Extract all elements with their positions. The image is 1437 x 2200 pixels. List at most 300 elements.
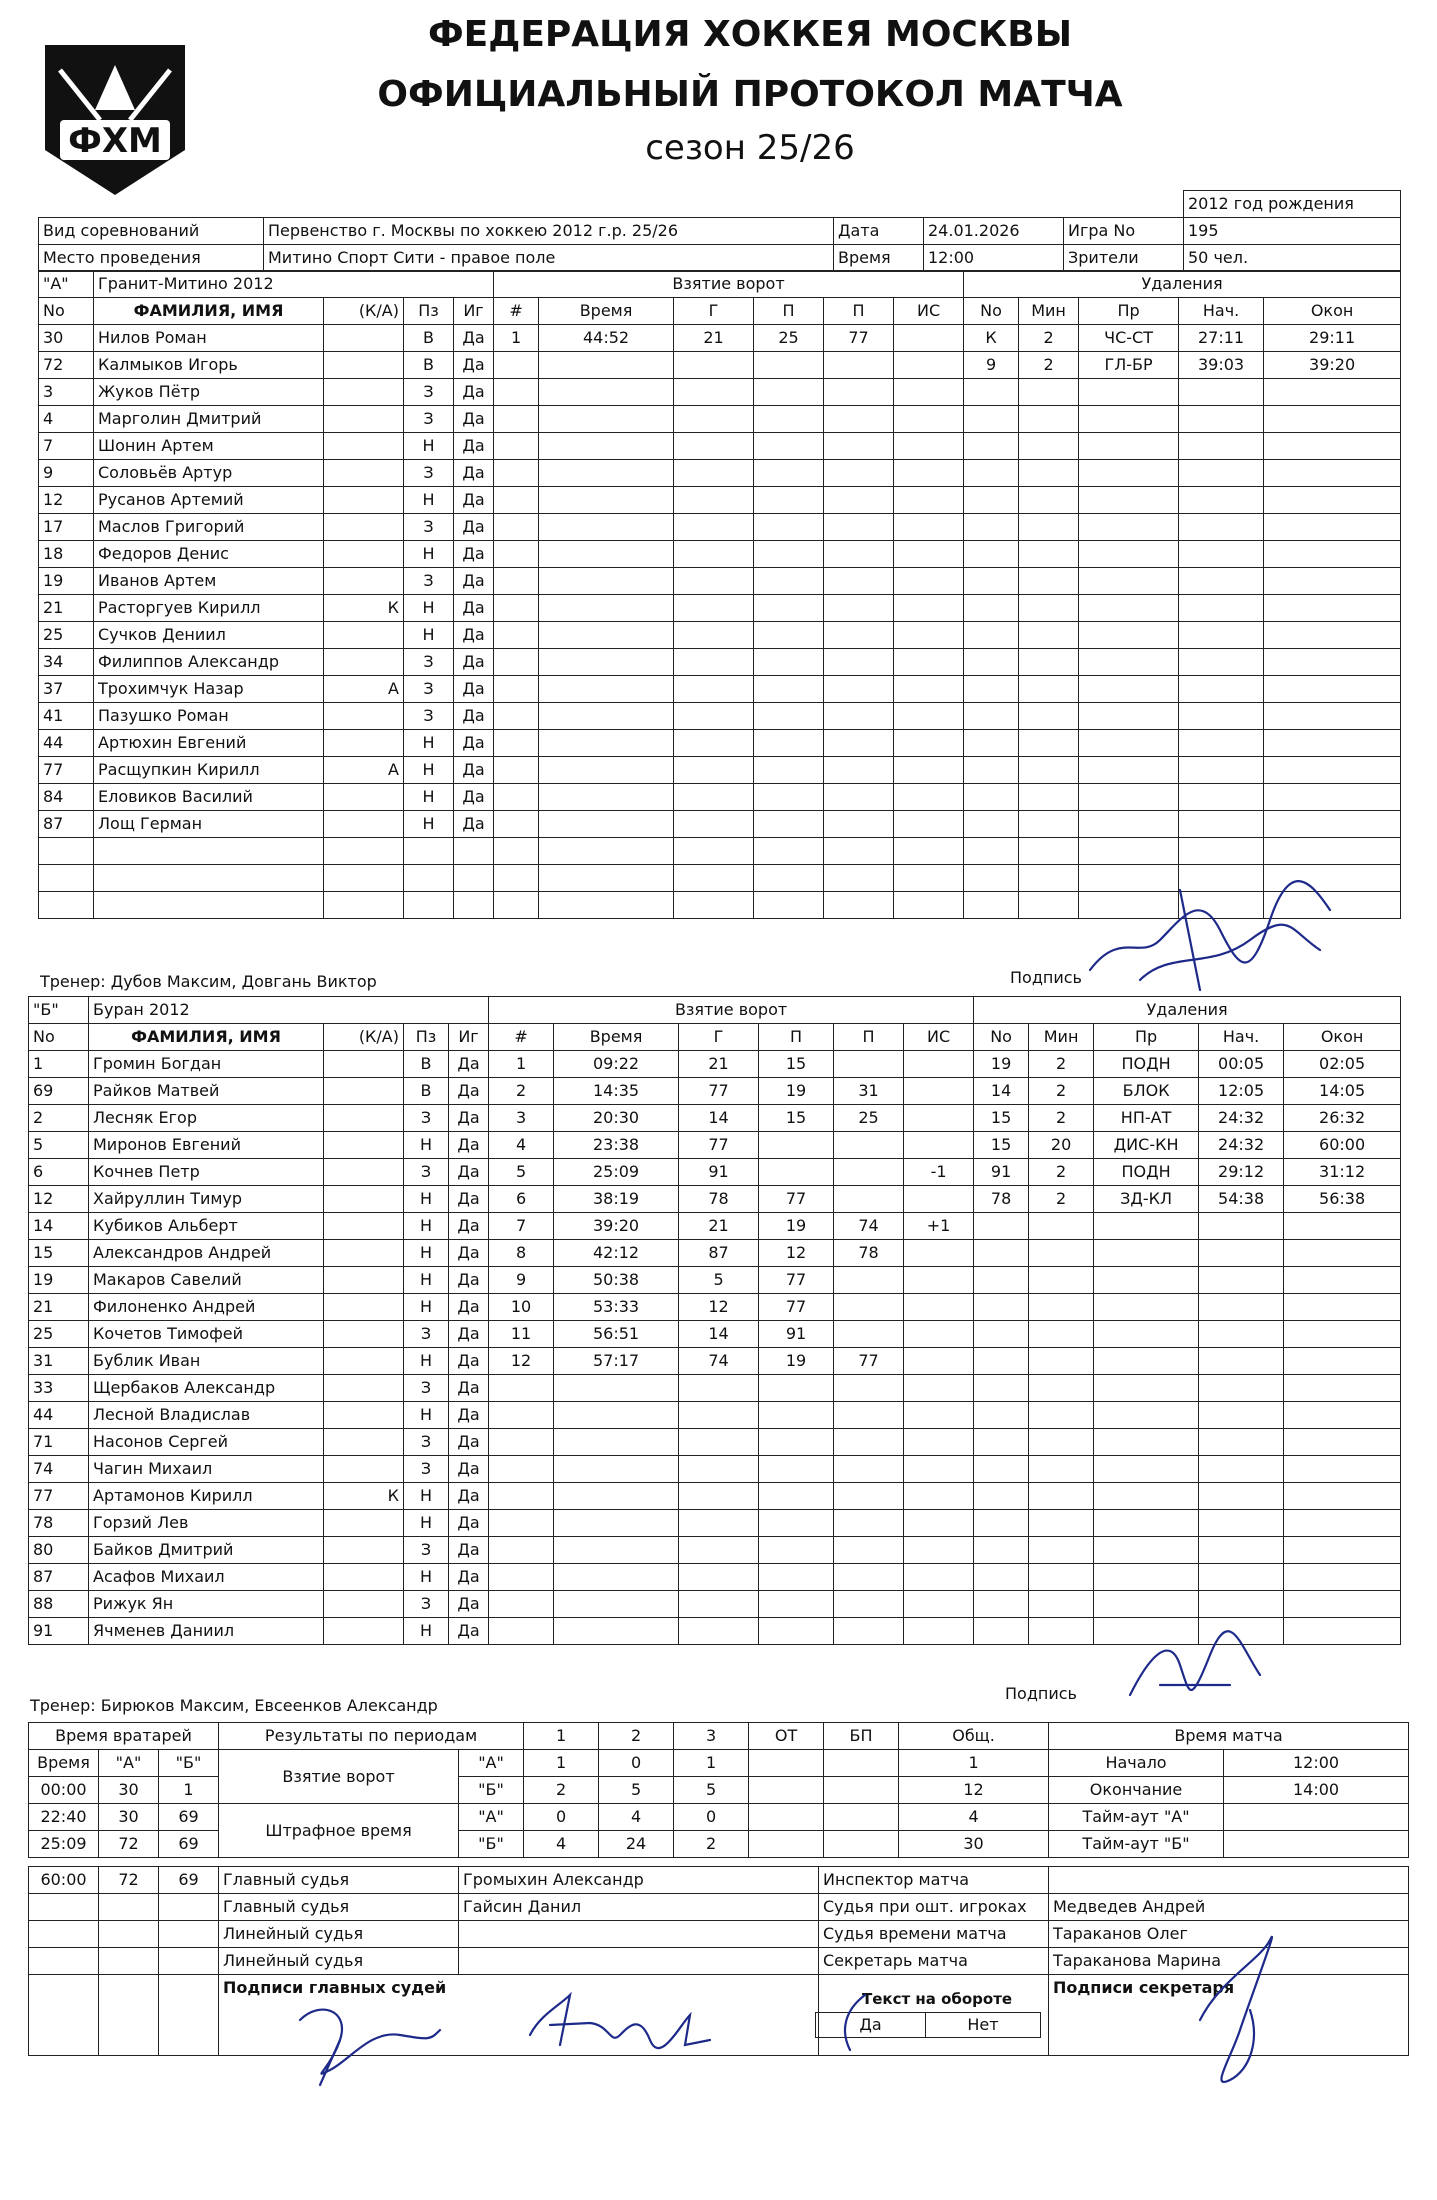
player-role	[324, 811, 404, 838]
goal-time	[554, 1429, 679, 1456]
col-pen-no: No	[974, 1024, 1029, 1051]
player-role	[324, 1402, 404, 1429]
col-pen-end: Окон	[1264, 298, 1401, 325]
player-number: 34	[39, 649, 94, 676]
goal-situation	[894, 487, 964, 514]
col-goal-is: ИС	[894, 298, 964, 325]
goal-scorer: 12	[679, 1294, 759, 1321]
goal-scorer	[674, 892, 754, 919]
penalty-start	[1179, 757, 1264, 784]
penalty-end	[1284, 1240, 1401, 1267]
player-row	[29, 1375, 1401, 1402]
penalty-start	[1179, 784, 1264, 811]
player-number: 19	[29, 1267, 89, 1294]
player-row	[29, 1537, 1401, 1564]
goal-assist-2	[824, 487, 894, 514]
penalty-end	[1264, 541, 1401, 568]
player-position: З	[404, 1537, 449, 1564]
penalty-reason	[1079, 460, 1179, 487]
goal-scorer: 14	[679, 1105, 759, 1132]
penalty-minutes: 2	[1029, 1186, 1094, 1213]
goal-number: 6	[489, 1186, 554, 1213]
player-number: 1	[29, 1051, 89, 1078]
goal-time	[539, 703, 674, 730]
goal-assist-2	[824, 784, 894, 811]
player-played: Да	[454, 784, 494, 811]
player-number: 84	[39, 784, 94, 811]
player-position: З	[404, 649, 454, 676]
penalty-end	[1264, 487, 1401, 514]
player-position: Н	[404, 1348, 449, 1375]
goal-situation	[904, 1618, 974, 1645]
end-value: 14:00	[1224, 1777, 1409, 1804]
goal-time	[539, 379, 674, 406]
penalty-reason	[1094, 1510, 1199, 1537]
goal-assist-2	[834, 1510, 904, 1537]
pim-b-total: 30	[899, 1831, 1049, 1858]
reverse-text-mark	[835, 1990, 875, 2060]
team-b-signature-label: Подпись	[1005, 1684, 1077, 1703]
goal-assist-1	[759, 1402, 834, 1429]
penalty-box-label: Судья при ошт. игроках	[819, 1894, 1049, 1921]
goal-assist-1	[754, 649, 824, 676]
penalty-minutes	[1029, 1402, 1094, 1429]
penalty-player: 19	[974, 1051, 1029, 1078]
goal-time	[539, 865, 674, 892]
player-number: 91	[29, 1618, 89, 1645]
col-pen-pr: Пр	[1079, 298, 1179, 325]
penalty-end	[1284, 1294, 1401, 1321]
period-col-3: 3	[674, 1723, 749, 1750]
player-name: Иванов Артем	[94, 568, 324, 595]
penalty-end	[1264, 379, 1401, 406]
goal-time	[539, 649, 674, 676]
goalie-row-time: 60:00	[29, 1867, 99, 1894]
goal-assist-1	[754, 541, 824, 568]
line-ref-label: Линейный судья	[219, 1921, 459, 1948]
penalty-start	[1179, 433, 1264, 460]
player-row	[39, 811, 1401, 838]
goal-assist-2	[834, 1564, 904, 1591]
goal-situation	[894, 811, 964, 838]
player-position: Н	[404, 595, 454, 622]
goal-scorer: 77	[679, 1078, 759, 1105]
penalty-reason	[1079, 622, 1179, 649]
player-number: 21	[39, 595, 94, 622]
goal-assist-2	[824, 352, 894, 379]
goal-scorer	[679, 1456, 759, 1483]
col-pen-min: Мин	[1029, 1024, 1094, 1051]
goalie-a-col: "А"	[99, 1750, 159, 1777]
line-ref-1	[459, 1921, 819, 1948]
goal-number	[494, 487, 539, 514]
player-name: Бублик Иван	[89, 1348, 324, 1375]
goal-number	[489, 1510, 554, 1537]
player-number: 14	[29, 1213, 89, 1240]
penalty-end	[1264, 649, 1401, 676]
penalty-start	[1199, 1294, 1284, 1321]
goal-scorer: 74	[679, 1348, 759, 1375]
goalie-row-a: 30	[99, 1804, 159, 1831]
player-row	[29, 1429, 1401, 1456]
col-goal-num: #	[489, 1024, 554, 1051]
goal-situation	[894, 757, 964, 784]
player-name: Трохимчук Назар	[94, 676, 324, 703]
player-position: В	[404, 1078, 449, 1105]
goal-number	[494, 784, 539, 811]
penalty-player: 9	[964, 352, 1019, 379]
penalty-player	[974, 1375, 1029, 1402]
goalie-row-b: 69	[159, 1804, 219, 1831]
player-position: Н	[404, 433, 454, 460]
player-name: Райков Матвей	[89, 1078, 324, 1105]
goal-assist-2	[824, 622, 894, 649]
goal-number	[489, 1402, 554, 1429]
penalty-minutes	[1029, 1537, 1094, 1564]
reverse-yes[interactable]: Да	[816, 2013, 926, 2038]
player-played: Да	[454, 622, 494, 649]
penalty-minutes	[1019, 730, 1079, 757]
player-name: Шонин Артем	[94, 433, 324, 460]
goal-number: 3	[489, 1105, 554, 1132]
goal-time: 20:30	[554, 1105, 679, 1132]
col-pen-end: Окон	[1284, 1024, 1401, 1051]
goal-time	[539, 838, 674, 865]
goals-b-tag: "Б"	[459, 1777, 524, 1804]
penalty-end	[1284, 1267, 1401, 1294]
player-played: Да	[454, 595, 494, 622]
penalty-reason	[1094, 1591, 1199, 1618]
spectators-value: 50 чел.	[1184, 245, 1401, 272]
player-position: Н	[404, 730, 454, 757]
player-role	[324, 1591, 404, 1618]
goal-assist-1: 19	[759, 1348, 834, 1375]
main-ref-2: Гайсин Данил	[459, 1894, 819, 1921]
col-name: ФАМИЛИЯ, ИМЯ	[89, 1024, 324, 1051]
player-name: Артамонов Кирилл	[89, 1483, 324, 1510]
player-number: 37	[39, 676, 94, 703]
penalty-player	[964, 541, 1019, 568]
goal-time: 53:33	[554, 1294, 679, 1321]
player-role	[324, 1078, 404, 1105]
goal-assist-1: 77	[759, 1186, 834, 1213]
penalty-minutes: 2	[1029, 1105, 1094, 1132]
goal-scorer: 78	[679, 1186, 759, 1213]
penalty-minutes	[1029, 1456, 1094, 1483]
penalty-box-value: Медведев Андрей	[1049, 1894, 1409, 1921]
goal-number	[494, 406, 539, 433]
player-number: 33	[29, 1375, 89, 1402]
goal-situation	[904, 1483, 974, 1510]
penalty-minutes	[1029, 1240, 1094, 1267]
goal-number	[494, 541, 539, 568]
goalie-row-a: 72	[99, 1831, 159, 1858]
player-role	[324, 892, 404, 919]
penalty-minutes	[1029, 1321, 1094, 1348]
player-played: Да	[454, 406, 494, 433]
player-played: Да	[454, 568, 494, 595]
col-goal-g: Г	[674, 298, 754, 325]
player-played: Да	[449, 1078, 489, 1105]
penalty-start	[1199, 1348, 1284, 1375]
goal-time	[539, 730, 674, 757]
goal-assist-2	[834, 1402, 904, 1429]
pim-a-bp	[824, 1804, 899, 1831]
pim-b-p3: 2	[674, 1831, 749, 1858]
penalty-minutes	[1029, 1267, 1094, 1294]
date-label: Дата	[834, 218, 924, 245]
team-a-name: Гранит-Митино 2012	[94, 271, 494, 298]
player-row	[29, 1456, 1401, 1483]
penalty-start	[1179, 730, 1264, 757]
player-role	[324, 1159, 404, 1186]
goal-time: 50:38	[554, 1267, 679, 1294]
player-played: Да	[454, 460, 494, 487]
penalty-minutes: 2	[1029, 1159, 1094, 1186]
player-position: Н	[404, 1402, 449, 1429]
goal-assist-1	[754, 406, 824, 433]
goal-number	[489, 1564, 554, 1591]
secretary-value: Тараканова Марина	[1049, 1948, 1409, 1975]
penalty-start: 27:11	[1179, 325, 1264, 352]
player-played	[454, 892, 494, 919]
player-role	[324, 649, 404, 676]
penalty-start	[1179, 649, 1264, 676]
player-position: Н	[404, 622, 454, 649]
penalty-player	[974, 1537, 1029, 1564]
player-role	[324, 352, 404, 379]
team-b-table	[28, 996, 1401, 1645]
col-pen-min: Мин	[1019, 298, 1079, 325]
penalty-end	[1264, 514, 1401, 541]
goal-assist-2	[824, 379, 894, 406]
penalty-reason: ЧС-СТ	[1079, 325, 1179, 352]
penalty-reason	[1079, 541, 1179, 568]
goals-b-p2: 5	[599, 1777, 674, 1804]
penalty-player	[964, 811, 1019, 838]
player-played: Да	[454, 811, 494, 838]
penalty-minutes	[1019, 892, 1079, 919]
goal-situation	[904, 1591, 974, 1618]
goal-number	[494, 730, 539, 757]
player-role	[324, 1321, 404, 1348]
goal-scorer	[674, 568, 754, 595]
penalty-minutes	[1029, 1510, 1094, 1537]
player-played: Да	[454, 352, 494, 379]
goal-number	[494, 865, 539, 892]
goal-assist-1	[754, 811, 824, 838]
penalty-end	[1264, 433, 1401, 460]
goal-assist-1	[754, 784, 824, 811]
goal-situation	[904, 1078, 974, 1105]
goal-number	[494, 811, 539, 838]
player-played	[454, 865, 494, 892]
player-row	[39, 352, 1401, 379]
goal-time: 09:22	[554, 1051, 679, 1078]
goal-scorer: 91	[679, 1159, 759, 1186]
player-row	[29, 1186, 1401, 1213]
col-no: No	[29, 1024, 89, 1051]
col-goal-p2: П	[824, 298, 894, 325]
timeout-a-value	[1224, 1804, 1409, 1831]
secretary-signature-label: Подписи секретаря	[1053, 1978, 1235, 1997]
goal-scorer	[674, 622, 754, 649]
goal-time: 57:17	[554, 1348, 679, 1375]
goal-assist-1	[759, 1375, 834, 1402]
player-number	[39, 838, 94, 865]
timeout-a-label: Тайм-аут "А"	[1049, 1804, 1224, 1831]
player-row	[29, 1564, 1401, 1591]
player-position: З	[404, 568, 454, 595]
penalty-minutes	[1019, 595, 1079, 622]
goal-situation	[904, 1321, 974, 1348]
player-row	[39, 406, 1401, 433]
player-row	[39, 379, 1401, 406]
player-name: Пазушко Роман	[94, 703, 324, 730]
penalty-player: 78	[974, 1186, 1029, 1213]
timeout-b-value	[1224, 1831, 1409, 1858]
player-number: 19	[39, 568, 94, 595]
penalty-minutes	[1029, 1483, 1094, 1510]
goal-assist-2	[834, 1483, 904, 1510]
goal-assist-2: 25	[834, 1105, 904, 1132]
penalty-start	[1179, 541, 1264, 568]
col-pen-pr: Пр	[1094, 1024, 1199, 1051]
player-name: Лесняк Егор	[89, 1105, 324, 1132]
player-role	[324, 460, 404, 487]
penalty-player	[964, 784, 1019, 811]
goal-assist-2	[834, 1537, 904, 1564]
goal-number	[489, 1375, 554, 1402]
goal-situation	[894, 352, 964, 379]
player-number: 21	[29, 1294, 89, 1321]
player-row	[29, 1267, 1401, 1294]
penalty-start: 54:38	[1199, 1186, 1284, 1213]
goal-scorer	[674, 406, 754, 433]
penalty-minutes	[1019, 811, 1079, 838]
team-b-coach-signature	[1120, 1625, 1270, 1715]
penalty-start	[1179, 703, 1264, 730]
penalty-reason	[1094, 1267, 1199, 1294]
goal-situation	[904, 1456, 974, 1483]
goal-time	[554, 1591, 679, 1618]
goal-number	[489, 1429, 554, 1456]
player-row	[39, 622, 1401, 649]
info-table	[38, 190, 1401, 272]
penalty-end	[1264, 730, 1401, 757]
player-name: Громин Богдан	[89, 1051, 324, 1078]
goal-scorer: 87	[679, 1240, 759, 1267]
goal-number	[494, 703, 539, 730]
penalty-start	[1179, 487, 1264, 514]
col-ig: Иг	[454, 298, 494, 325]
penalty-minutes: 20	[1029, 1132, 1094, 1159]
pim-a-p3: 0	[674, 1804, 749, 1831]
reverse-no[interactable]: Нет	[926, 2013, 1041, 2038]
player-played: Да	[454, 730, 494, 757]
player-name: Расщупкин Кирилл	[94, 757, 324, 784]
player-role	[324, 703, 404, 730]
goal-assist-1	[759, 1591, 834, 1618]
start-label: Начало	[1049, 1750, 1224, 1777]
player-played: Да	[449, 1294, 489, 1321]
player-played: Да	[449, 1105, 489, 1132]
penalty-start	[1199, 1321, 1284, 1348]
goal-assist-1	[754, 838, 824, 865]
player-position: Н	[404, 487, 454, 514]
goal-assist-2	[824, 811, 894, 838]
penalty-reason	[1079, 730, 1179, 757]
player-role	[324, 838, 404, 865]
player-played: Да	[449, 1510, 489, 1537]
penalty-reason	[1079, 487, 1179, 514]
player-number: 12	[29, 1186, 89, 1213]
penalty-reason	[1079, 838, 1179, 865]
player-name: Миронов Евгений	[89, 1132, 324, 1159]
penalty-end	[1284, 1375, 1401, 1402]
time-label: Время	[834, 245, 924, 272]
goal-scorer	[674, 379, 754, 406]
goal-time	[539, 433, 674, 460]
goal-time	[539, 622, 674, 649]
penalty-end	[1264, 568, 1401, 595]
player-row	[29, 1591, 1401, 1618]
date-value: 24.01.2026	[924, 218, 1064, 245]
penalty-start: 39:03	[1179, 352, 1264, 379]
col-ka: (К/А)	[324, 1024, 404, 1051]
penalty-reason	[1094, 1429, 1199, 1456]
player-position	[404, 892, 454, 919]
goal-number	[494, 676, 539, 703]
player-played: Да	[449, 1213, 489, 1240]
col-pen-start: Нач.	[1199, 1024, 1284, 1051]
goal-assist-2	[834, 1132, 904, 1159]
team-b-tag: "Б"	[29, 997, 89, 1024]
goals-a-p3: 1	[674, 1750, 749, 1777]
period-col-2: 2	[599, 1723, 674, 1750]
goal-number	[494, 757, 539, 784]
player-number: 2	[29, 1105, 89, 1132]
player-number: 72	[39, 352, 94, 379]
goal-assist-1	[759, 1618, 834, 1645]
penalty-end: 14:05	[1284, 1078, 1401, 1105]
player-row	[39, 487, 1401, 514]
player-played: Да	[454, 325, 494, 352]
player-number: 18	[39, 541, 94, 568]
goalie-row-b: 69	[159, 1831, 219, 1858]
player-position: З	[404, 1456, 449, 1483]
goal-time: 44:52	[539, 325, 674, 352]
goal-assist-1	[759, 1564, 834, 1591]
penalty-player	[974, 1483, 1029, 1510]
player-position: З	[404, 460, 454, 487]
inspector-label: Инспектор матча	[819, 1867, 1049, 1894]
goal-assist-2	[824, 406, 894, 433]
penalty-end: 31:12	[1284, 1159, 1401, 1186]
goal-situation	[894, 514, 964, 541]
goal-assist-1	[759, 1159, 834, 1186]
player-number: 69	[29, 1078, 89, 1105]
goal-scorer	[674, 838, 754, 865]
goal-assist-2	[824, 730, 894, 757]
player-role	[324, 325, 404, 352]
player-number: 88	[29, 1591, 89, 1618]
penalty-minutes	[1029, 1564, 1094, 1591]
penalty-minutes	[1019, 622, 1079, 649]
goal-time	[554, 1618, 679, 1645]
goal-situation	[894, 595, 964, 622]
penalty-end	[1264, 676, 1401, 703]
